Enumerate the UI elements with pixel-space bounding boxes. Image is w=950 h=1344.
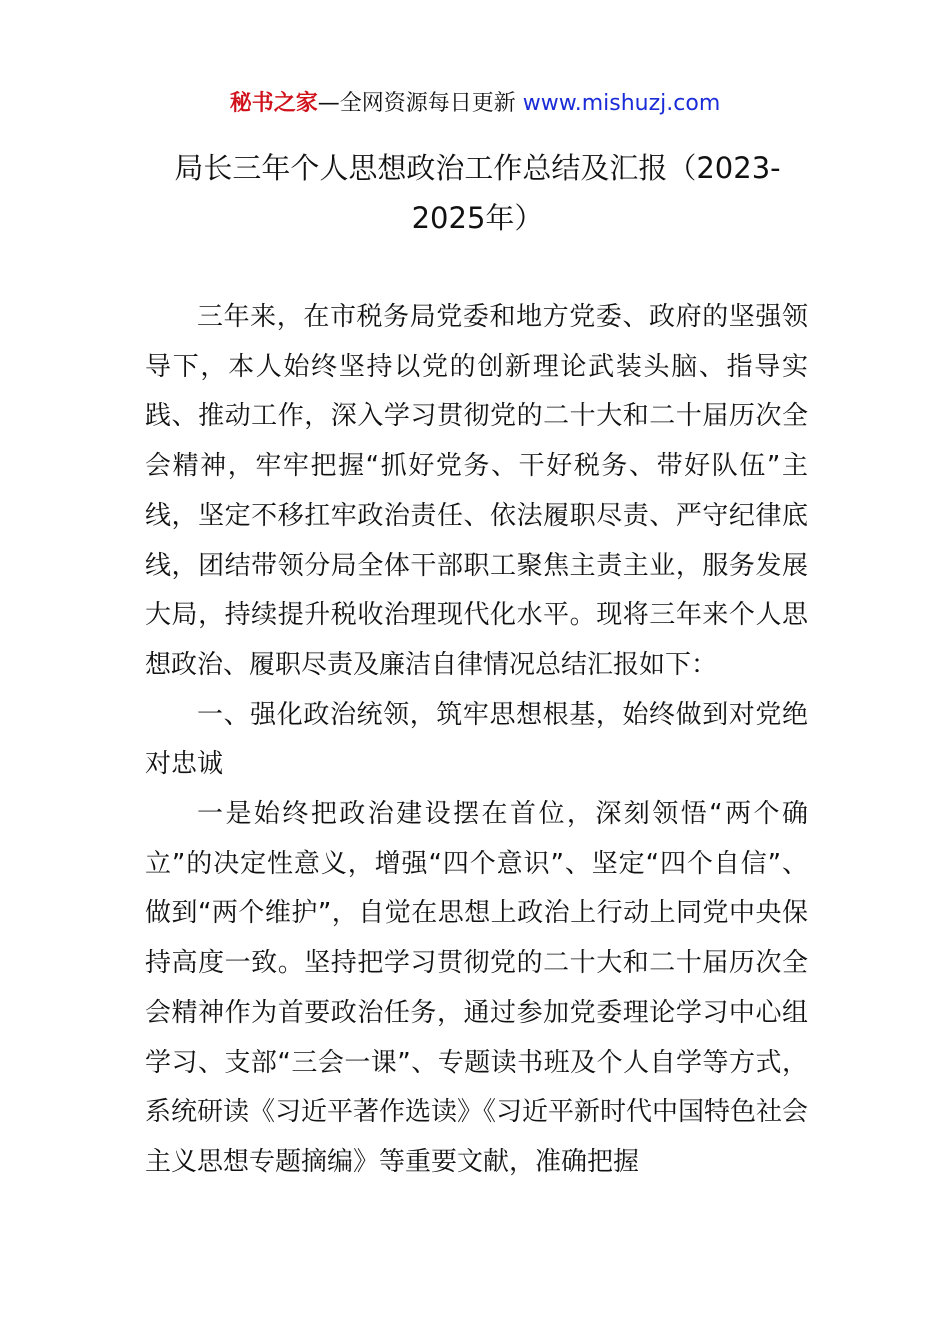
intro-paragraph: 三年来，在市税务局党委和地方党委、政府的坚强领导下，本人始终坚持以党的创新理论武装头脑、指导实践、推动工作，深入学习贯彻党的二十大和二十届历次全会精神，牢牢把握“抓好党务、干好税务、带好队伍”主线，坚定不移扛牢政治责任、依法履职尽责、严守纪律底线，团结带领分局全体干部职工聚焦主责主业，服务发展大局，持续提升税收治理现代化水平。现将三年来个人思想政治、履职尽责及廉洁自律情况总结汇报如下：	[145, 302, 808, 680]
document-body	[145, 293, 808, 1188]
site-url-link[interactable]: www.mishuzj.com	[522, 91, 721, 116]
document-title: 局长三年个人思想政治工作总结及汇报（2023-2025年）	[174, 151, 781, 235]
body-paragraph: 一是始终把政治建设摆在首位，深刻领悟“两个确立”的决定性意义，增强“四个意识”、坚定“四个自信”、做到“两个维护”，自觉在思想上政治上行动上同党中央保持高度一致。坚持把学习贯彻党的二十大和二十届历次全会精神作为首要政治任务，通过参加党委理论学习中心组学习、支部“三会一课”、专题读书班及个人自学等方式，系统研读《习近平著作选读》《习近平新时代中国特色社会主义思想专题摘编》等重要文献，准确把握	[145, 799, 809, 1177]
site-brand: 秘书之家	[229, 91, 318, 116]
site-header-banner	[0, 88, 950, 120]
site-tagline: —全网资源每日更新	[317, 91, 523, 116]
section-heading: 一、强化政治统领，筑牢思想根基，始终做到对党绝对忠诚	[145, 699, 808, 780]
